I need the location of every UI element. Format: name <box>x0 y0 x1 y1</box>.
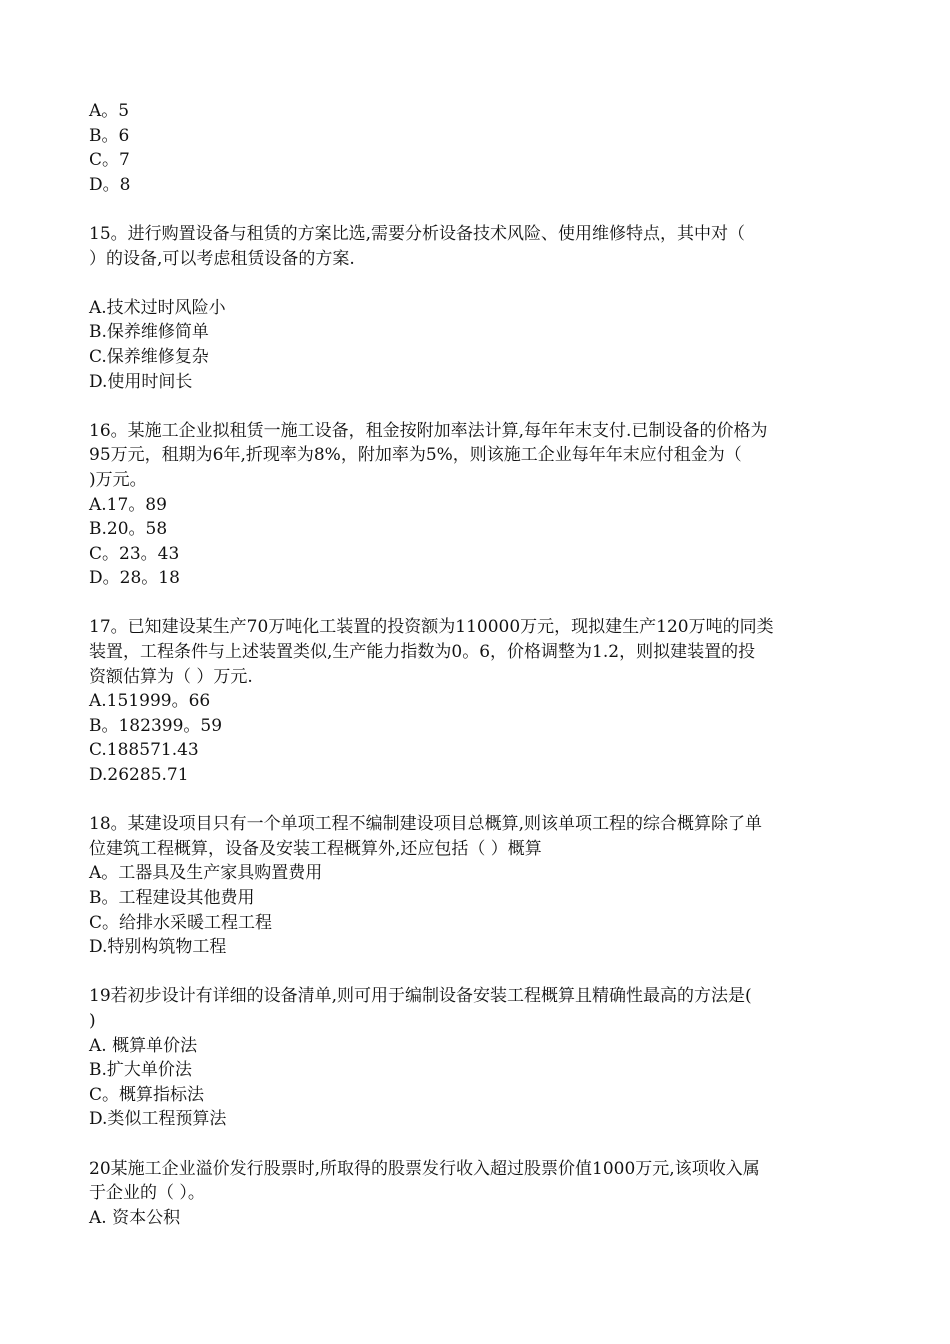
option-c: C.188571.43 <box>89 740 199 761</box>
spacer <box>89 394 859 419</box>
option-c: C。给排水采暖工程工程 <box>89 912 273 933</box>
option-b: B.保养维修简单 <box>89 322 209 343</box>
option-a: A.151999。66 <box>89 691 211 712</box>
option-a: A. 概算单价法 <box>89 1035 198 1056</box>
option-a: A。工器具及生产家具购置费用 <box>89 863 323 884</box>
question-stem-line: ) <box>89 1010 96 1031</box>
question-stem-line: 装置，工程条件与上述装置类似,生产能力指数为0。6，价格调整为1.2，则拟建装置的投 <box>89 642 756 663</box>
spacer <box>89 271 859 296</box>
question-stem-line: 15。进行购置设备与租赁的方案比选,需要分析设备技术风险、使用维修特点，其中对（ <box>89 223 746 244</box>
option-c: C。7 <box>89 150 130 171</box>
spacer <box>89 788 859 813</box>
option-d: D.使用时间长 <box>89 371 193 392</box>
spacer <box>89 1132 859 1157</box>
question-17 <box>89 615 859 787</box>
option-a: A。5 <box>89 101 130 121</box>
option-a: A. 资本公积 <box>89 1207 181 1228</box>
question-stem-line: 17。已知建设某生产70万吨化工装置的投资额为110000万元，现拟建生产120万吨的同类 <box>89 617 774 638</box>
option-c: C。23。43 <box>89 543 180 564</box>
spacer <box>89 591 859 616</box>
spacer <box>89 197 859 222</box>
question-stem-line: ）的设备,可以考虑租赁设备的方案. <box>89 248 355 269</box>
option-b: B。6 <box>89 125 130 146</box>
option-d: D.26285.71 <box>89 765 189 786</box>
question-18 <box>89 812 859 960</box>
option-b: B.扩大单价法 <box>89 1060 192 1081</box>
option-c: C.保养维修复杂 <box>89 346 209 367</box>
option-c: C。概算指标法 <box>89 1084 205 1105</box>
document-page <box>89 99 859 1230</box>
option-d: D.类似工程预算法 <box>89 1109 227 1130</box>
option-d: D。28。18 <box>89 568 180 589</box>
question-stem-line: )万元。 <box>89 469 147 490</box>
question-16 <box>89 419 859 591</box>
option-b: B。182399。59 <box>89 715 223 736</box>
option-d: D。8 <box>89 174 131 195</box>
option-a: A.17。89 <box>89 494 167 515</box>
question-19 <box>89 984 859 1132</box>
question-stem-line: 18。某建设项目只有一个单项工程不编制建设项目总概算,则该单项工程的综合概算除了单 <box>89 814 763 835</box>
question-stem-line: 95万元，租期为6年,折现率为8%，附加率为5%，则该施工企业每年年末应付租金为（ <box>89 445 742 466</box>
spacer <box>89 960 859 985</box>
question-15 <box>89 222 859 394</box>
option-a: A.技术过时风险小 <box>89 297 226 318</box>
question-stem-line: 资额估算为（ ）万元. <box>89 666 253 687</box>
option-b: B。工程建设其他费用 <box>89 888 255 908</box>
question-stem-line: 16。某施工企业拟租赁一施工设备，租金按附加率法计算,每年年末支付.已制设备的价格为 <box>89 420 768 441</box>
question-stem-line: 位建筑工程概算，设备及安装工程概算外,还应包括（ ）概算 <box>89 838 542 859</box>
question-stem-line: 于企业的（ ）。 <box>89 1183 205 1204</box>
question-stem-line: 20某施工企业溢价发行股票时,所取得的股票发行收入超过股票价值1000万元,该项收入属 <box>89 1158 760 1179</box>
option-d: D.特别构筑物工程 <box>89 937 227 958</box>
question-20 <box>89 1157 859 1231</box>
option-b: B.20。58 <box>89 519 168 540</box>
question-stem-line: 19若初步设计有详细的设备清单,则可用于编制设备安装工程概算且精确性最高的方法是( <box>89 986 752 1007</box>
question-14-options <box>89 99 859 197</box>
